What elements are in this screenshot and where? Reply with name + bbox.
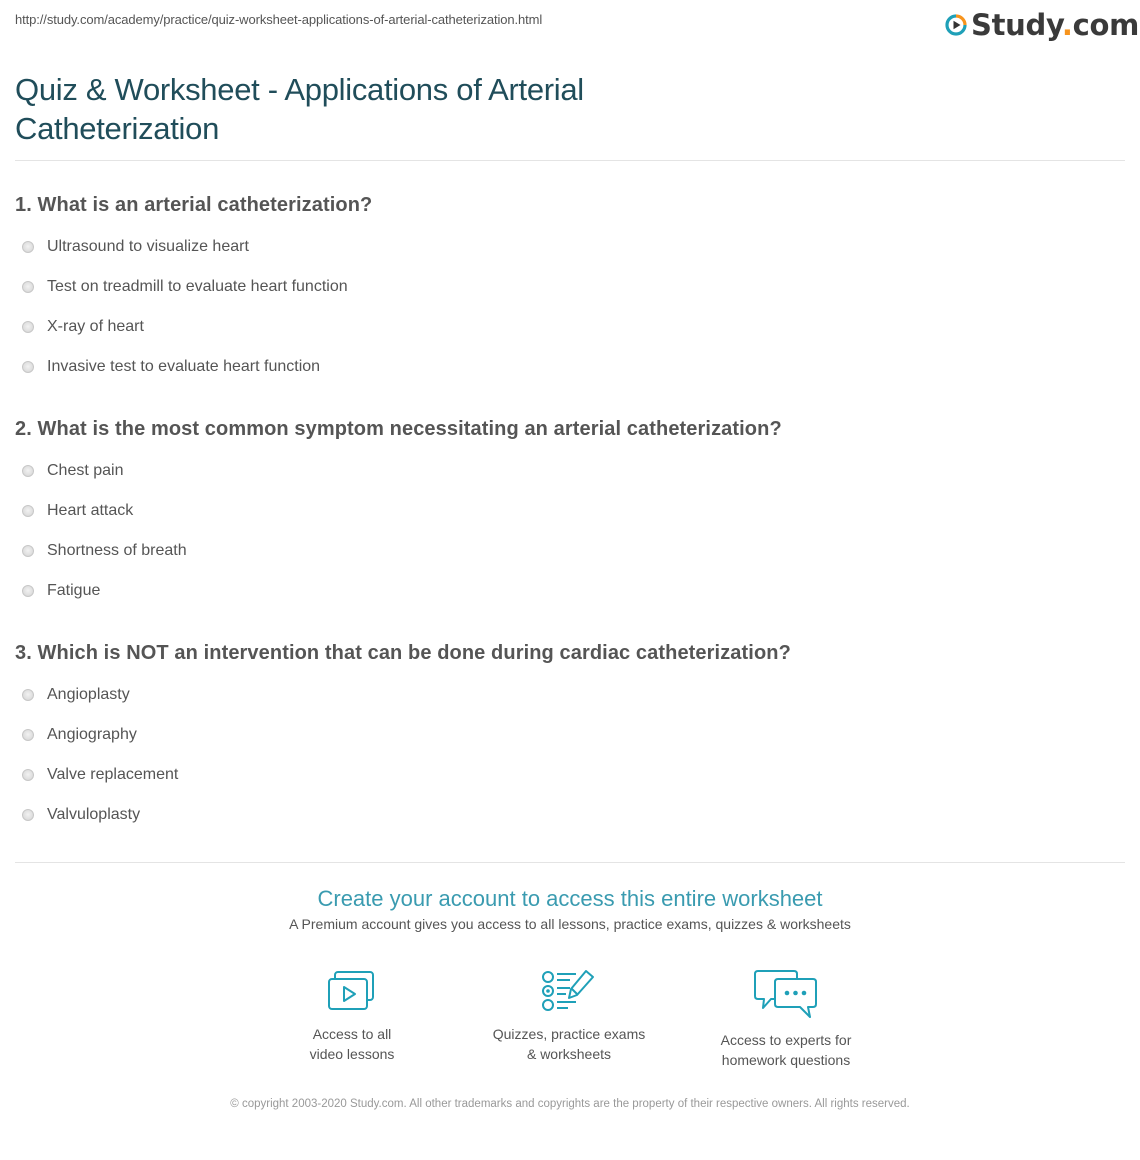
radio-button[interactable] bbox=[22, 769, 34, 781]
header-divider bbox=[15, 160, 1125, 161]
create-account-link[interactable]: Create your account to access this entire worksheet bbox=[317, 886, 823, 911]
radio-button[interactable] bbox=[22, 321, 34, 333]
question-2-option-3[interactable]: Shortness of breath bbox=[22, 540, 187, 562]
question-2-option-4[interactable]: Fatigue bbox=[22, 580, 100, 602]
feature-label-line2: homework questions bbox=[721, 1052, 851, 1068]
question-2-option-1[interactable]: Chest pain bbox=[22, 460, 124, 482]
question-3-option-1[interactable]: Angioplasty bbox=[22, 684, 130, 706]
question-1-option-2[interactable]: Test on treadmill to evaluate heart function bbox=[22, 276, 348, 298]
question-2: 2. What is the most common symptom necessitating an arterial catheterization? bbox=[15, 418, 782, 440]
feature-label-line1: Access to experts for bbox=[720, 1032, 852, 1048]
radio-button[interactable] bbox=[22, 729, 34, 741]
radio-button[interactable] bbox=[22, 361, 34, 373]
radio-button[interactable] bbox=[22, 281, 34, 293]
question-3-option-4[interactable]: Valvuloplasty bbox=[22, 804, 140, 826]
question-3-option-3[interactable]: Valve replacement bbox=[22, 764, 178, 786]
feature-label-line2: video lessons bbox=[309, 1046, 395, 1062]
play-circle-logo-icon bbox=[945, 14, 967, 36]
question-2-option-2[interactable]: Heart attack bbox=[22, 500, 133, 522]
feature-label-line1: Quizzes, practice exams bbox=[492, 1026, 646, 1042]
question-3: 3. Which is NOT an intervention that can be done during cardiac catheterization? bbox=[15, 642, 791, 664]
radio-button[interactable] bbox=[22, 585, 34, 597]
feature-experts bbox=[686, 968, 886, 1070]
feature-video-lessons bbox=[252, 968, 452, 1064]
video-lessons-icon bbox=[326, 968, 378, 1014]
copyright-notice: © copyright 2003-2020 Study.com. All other trademarks and copyrights are the property of their respective owners. All rights reserved. bbox=[230, 1098, 910, 1110]
page-url: http://study.com/academy/practice/quiz-worksheet-applications-of-arterial-catheterization.html bbox=[15, 12, 543, 27]
radio-button[interactable] bbox=[22, 689, 34, 701]
question-3-option-2[interactable]: Angiography bbox=[22, 724, 137, 746]
chat-bubbles-icon bbox=[754, 968, 818, 1020]
feature-label-line2: & worksheets bbox=[526, 1046, 612, 1062]
question-1-option-3[interactable]: X-ray of heart bbox=[22, 316, 144, 338]
study-logo[interactable] bbox=[945, 10, 1139, 40]
feature-quizzes bbox=[469, 968, 669, 1064]
radio-button[interactable] bbox=[22, 465, 34, 477]
content-divider bbox=[15, 862, 1125, 863]
question-1: 1. What is an arterial catheterization? bbox=[15, 194, 373, 216]
radio-button[interactable] bbox=[22, 545, 34, 557]
radio-button[interactable] bbox=[22, 241, 34, 253]
question-1-option-4[interactable]: Invasive test to evaluate heart function bbox=[22, 356, 320, 378]
quiz-checklist-icon bbox=[540, 968, 598, 1014]
radio-button[interactable] bbox=[22, 505, 34, 517]
logo-wordmark: Study.com bbox=[971, 8, 1140, 42]
premium-description: A Premium account gives you access to all lessons, practice exams, quizzes & worksheets bbox=[289, 916, 851, 932]
radio-button[interactable] bbox=[22, 809, 34, 821]
page-title: Quiz & Worksheet - Applications of Arterial Catheterization bbox=[15, 72, 584, 146]
question-1-option-1[interactable]: Ultrasound to visualize heart bbox=[22, 236, 249, 258]
feature-label-line1: Access to all bbox=[312, 1026, 392, 1042]
